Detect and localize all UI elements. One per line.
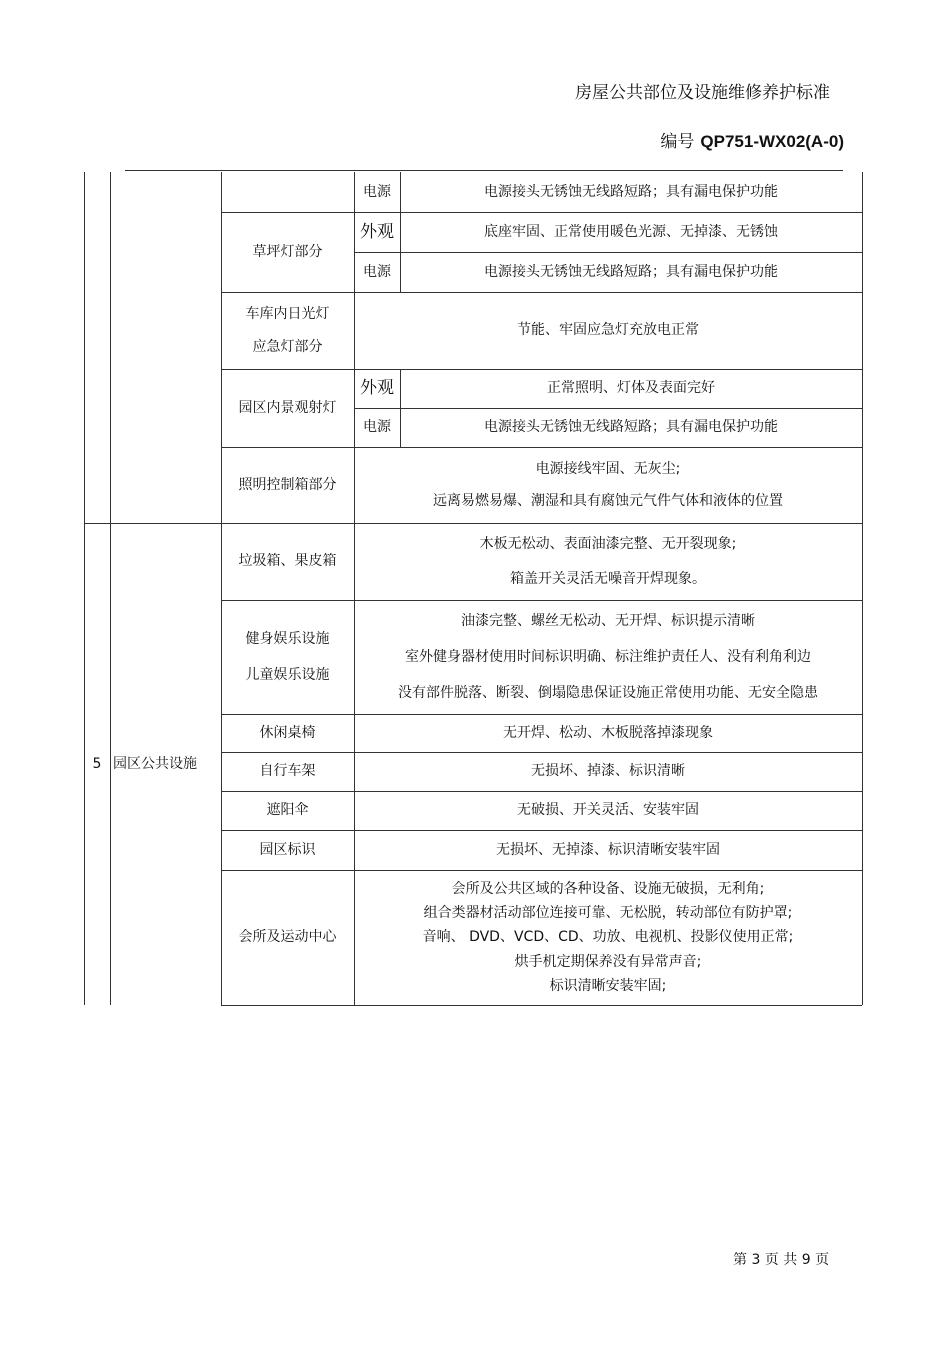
garage-light-item	[221, 292, 354, 369]
trash-bin-desc-line1: 木板无松动、表面油漆完整、无开裂现象;	[479, 536, 737, 553]
garage-light-item-line1: 车库内日光灯	[245, 305, 330, 322]
trash-bin-item: 垃圾箱、果皮箱	[238, 553, 337, 570]
fitness-item	[221, 600, 354, 714]
lawn-light-power-sub: 电源	[363, 263, 391, 280]
spot-light-item: 园区内景观射灯	[238, 399, 337, 416]
fitness-item-line2: 儿童娱乐设施	[245, 667, 330, 683]
clubhouse-desc	[354, 870, 862, 1005]
umbrella-item: 遮阳伞	[266, 802, 309, 819]
clubhouse-desc-line5: 标识清晰安装牢固;	[549, 977, 667, 994]
signage-item: 园区标识	[259, 841, 316, 858]
control-box-desc-line2: 远离易燃易爆、潮湿和具有腐蚀元气件气体和液体的位置	[433, 493, 783, 509]
clubhouse-desc-line3: 音响、 DVD、VCD、CD、功放、电视机、投影仪使用正常;	[422, 929, 794, 946]
spot-light-appearance-desc: 正常照明、灯体及表面完好	[547, 380, 715, 397]
clubhouse-item: 会所及运动中心	[238, 929, 337, 946]
code-value: QP751-WX02(A-0)	[700, 132, 844, 151]
lawn-light-appearance-sub: 外观	[360, 221, 394, 242]
fitness-desc-line2: 室外健身器材使用时间标识明确、标注维护责任人、没有利角利边	[405, 648, 811, 665]
page-number: 第 3 页 共 9 页	[733, 1252, 830, 1268]
section-number: 5	[92, 755, 102, 772]
row1-desc: 电源接头无锈蚀无线路短路；具有漏电保护功能	[484, 183, 778, 200]
lawn-light-appearance-desc: 底座牢固、正常使用暖色光源、无掉漆、无锈蚀	[484, 223, 778, 240]
trash-bin-desc	[354, 523, 862, 600]
row1-sub: 电源	[363, 183, 391, 200]
document-code	[660, 127, 844, 152]
code-label: 编号	[660, 132, 695, 152]
umbrella-desc: 无破损、开关灵活、安装牢固	[517, 802, 699, 819]
garage-light-item-line2: 应急灯部分	[252, 339, 323, 355]
clubhouse-desc-line1: 会所及公共区域的各种设备、设施无破损，无利角;	[451, 881, 765, 898]
control-box-desc	[354, 447, 862, 523]
bench-item: 休闲桌椅	[259, 724, 316, 741]
fitness-item-line1: 健身娱乐设施	[245, 630, 330, 647]
control-box-item: 照明控制箱部分	[238, 476, 337, 493]
spot-light-power-desc: 电源接头无锈蚀无线路短路；具有漏电保护功能	[484, 419, 778, 436]
lawn-light-power-desc: 电源接头无锈蚀无线路短路；具有漏电保护功能	[484, 263, 778, 280]
trash-bin-desc-line2: 箱盖开关灵活无噪音开焊现象。	[510, 570, 706, 587]
section-name: 园区公共设施	[113, 755, 197, 772]
clubhouse-desc-line2: 组合类器材活动部位连接可靠、无松脱，转动部位有防护罩;	[423, 905, 793, 922]
garage-light-desc: 节能、牢固应急灯充放电正常	[517, 322, 699, 339]
header-rule	[125, 170, 843, 171]
bike-rack-desc: 无损坏、掉漆、标识清晰	[531, 763, 685, 780]
fitness-desc-line1: 油漆完整、螺丝无松动、无开焊、标识提示清晰	[461, 612, 755, 629]
clubhouse-desc-line4: 烘手机定期保养没有异常声音;	[514, 953, 702, 970]
control-box-desc-line1: 电源接线牢固、无灰尘;	[535, 460, 681, 477]
fitness-desc-line3: 没有部件脱落、断裂、倒塌隐患保证设施正常使用功能、无安全隐患	[398, 685, 818, 702]
document-title: 房屋公共部位及设施维修养护标准	[575, 83, 830, 103]
fitness-desc	[354, 600, 862, 714]
spot-light-power-sub: 电源	[363, 419, 391, 436]
bike-rack-item: 自行车架	[259, 763, 316, 780]
lawn-light-item: 草坪灯部分	[252, 243, 323, 260]
spot-light-appearance-sub: 外观	[360, 378, 394, 399]
signage-desc: 无损坏、无掉漆、标识清晰安装牢固	[496, 841, 720, 858]
bench-desc: 无开焊、松动、木板脱落掉漆现象	[503, 724, 713, 741]
